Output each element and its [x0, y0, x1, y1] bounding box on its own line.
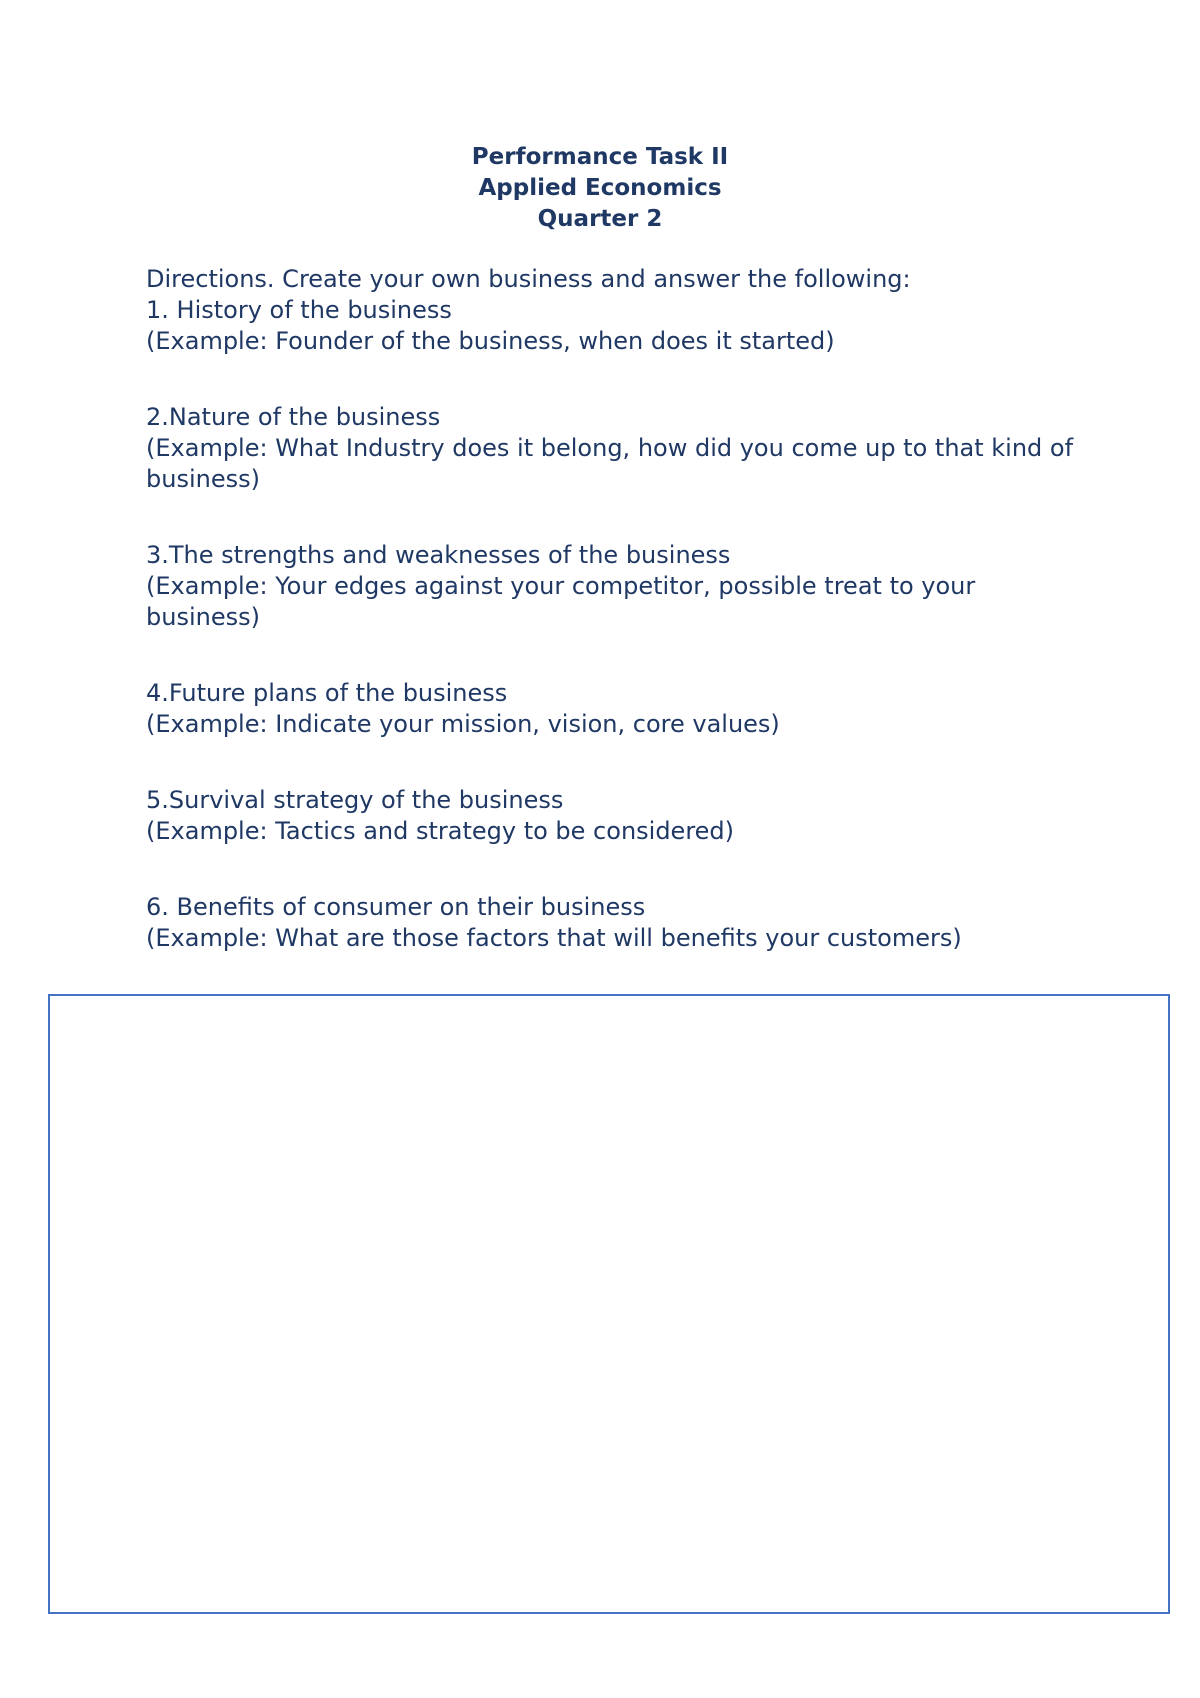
item-title: 5.Survival strategy of the business — [146, 786, 564, 814]
subject-title: Applied Economics — [478, 175, 722, 201]
task-title: Performance Task II — [471, 144, 729, 170]
item-history — [146, 264, 1086, 357]
item-example: (Example: What are those factors that will benefits your customers) — [146, 924, 962, 952]
item-strengths-weaknesses — [146, 540, 1086, 633]
item-future-plans — [146, 678, 1086, 740]
item-consumer-benefits — [146, 892, 1086, 954]
item-title: 1. History of the business — [146, 296, 452, 324]
item-title: 6. Benefits of consumer on their business — [146, 893, 646, 921]
item-title: 4.Future plans of the business — [146, 679, 508, 707]
answer-box — [48, 994, 1170, 1614]
item-example: (Example: Your edges against your competitor, possible treat to your business) — [146, 572, 976, 631]
item-title: 3.The strengths and weaknesses of the business — [146, 541, 731, 569]
quarter-label: Quarter 2 — [537, 206, 663, 232]
item-nature — [146, 402, 1086, 495]
task-instructions — [146, 264, 1086, 954]
item-example: (Example: Tactics and strategy to be considered) — [146, 817, 735, 845]
item-title: 2.Nature of the business — [146, 403, 441, 431]
item-example: (Example: Founder of the business, when does it started) — [146, 327, 835, 355]
item-survival-strategy — [146, 785, 1086, 847]
item-example: (Example: What Industry does it belong, how did you come up to that kind of business) — [146, 434, 1074, 493]
item-example: (Example: Indicate your mission, vision, core values) — [146, 710, 780, 738]
document-header — [0, 142, 1200, 235]
directions-text: Directions. Create your own business and answer the following: — [146, 265, 911, 293]
